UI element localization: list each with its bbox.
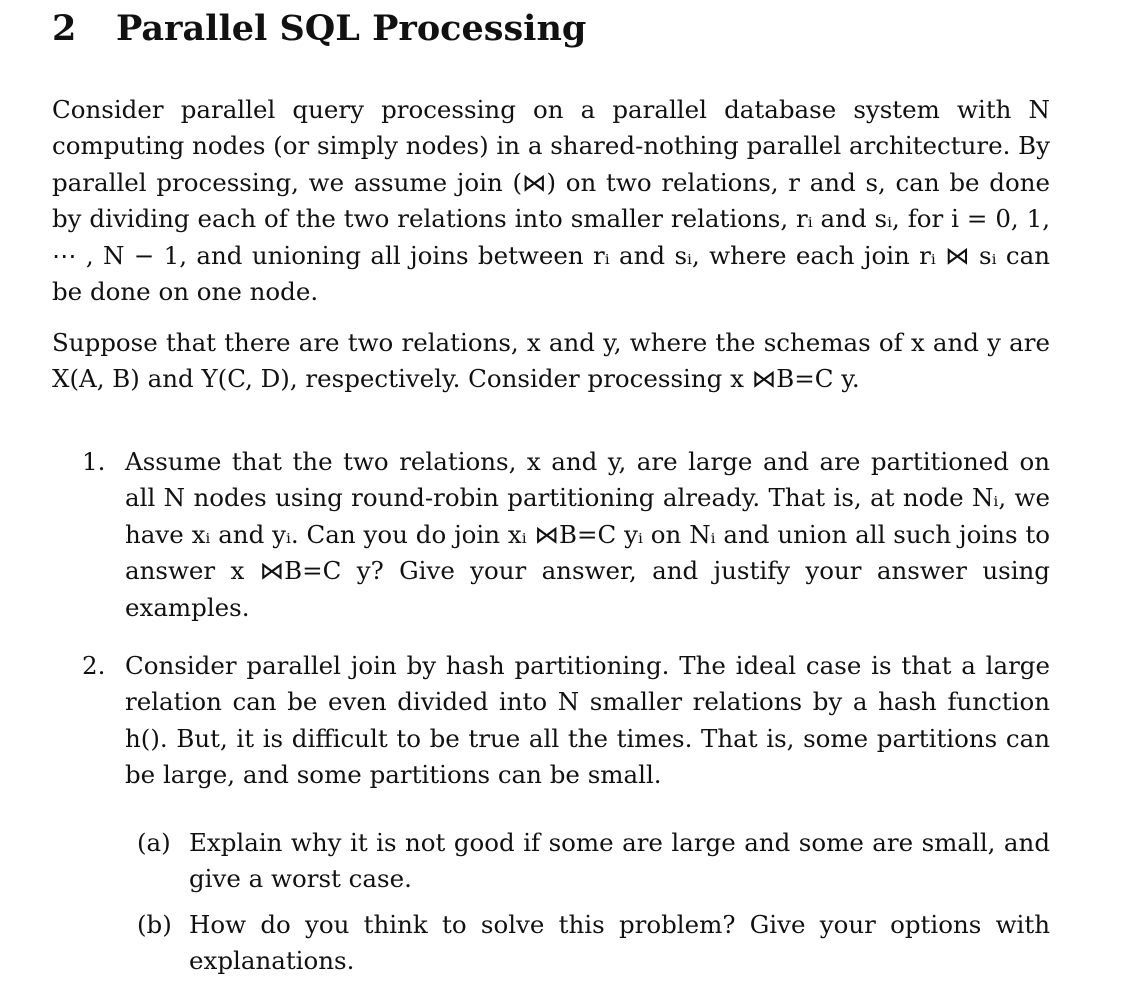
section-title: Parallel SQL Processing xyxy=(116,8,587,49)
question-1-label: 1. xyxy=(82,447,106,476)
section-number: 2 xyxy=(52,8,77,49)
intro-paragraph: Consider parallel query processing on a parallel database system with N computing nodes (or simply nodes) in a shared-nothing parallel architecture. By parallel processing, we assume join (⋈) on two relations, r and s, can be done by dividing each of the two relations into smaller relations, rᵢ and sᵢ, for i = 0, 1, ⋯ , N − 1, and unioning all joins between rᵢ and sᵢ, where each join rᵢ ⋈ sᵢ can be done on one node. xyxy=(52,95,1050,307)
question-2a-text: Explain why it is not good if some are large and some are small, and give a worst case. xyxy=(189,828,1050,894)
section-heading xyxy=(52,8,586,49)
schema-paragraph: Suppose that there are two relations, x and y, where the schemas of x and y are X(A, B) and Y(C, D), respectively. Consider processing x ⋈B=C y. xyxy=(52,328,1050,394)
question-2b-label: (b) xyxy=(137,910,172,939)
question-2-label: 2. xyxy=(82,651,106,680)
question-2b-text: How do you think to solve this problem? Give your options with explanations. xyxy=(189,910,1050,976)
question-2-text: Consider parallel join by hash partitioning. The ideal case is that a large relation can be even divided into N smaller relations by a hash function h(). But, it is difficult to be true all the times. That is, some partitions can be large, and some partitions can be small. xyxy=(125,651,1050,790)
question-1-text: Assume that the two relations, x and y, are large and are partitioned on all N nodes using round-robin partitioning already. That is, at node Nᵢ, we have xᵢ and yᵢ. Can you do join xᵢ ⋈B=C yᵢ on Nᵢ and union all such joins to answer x ⋈B=C y? Give your answer, and justify your answer using examples. xyxy=(125,447,1050,622)
question-2a-label: (a) xyxy=(137,828,171,857)
